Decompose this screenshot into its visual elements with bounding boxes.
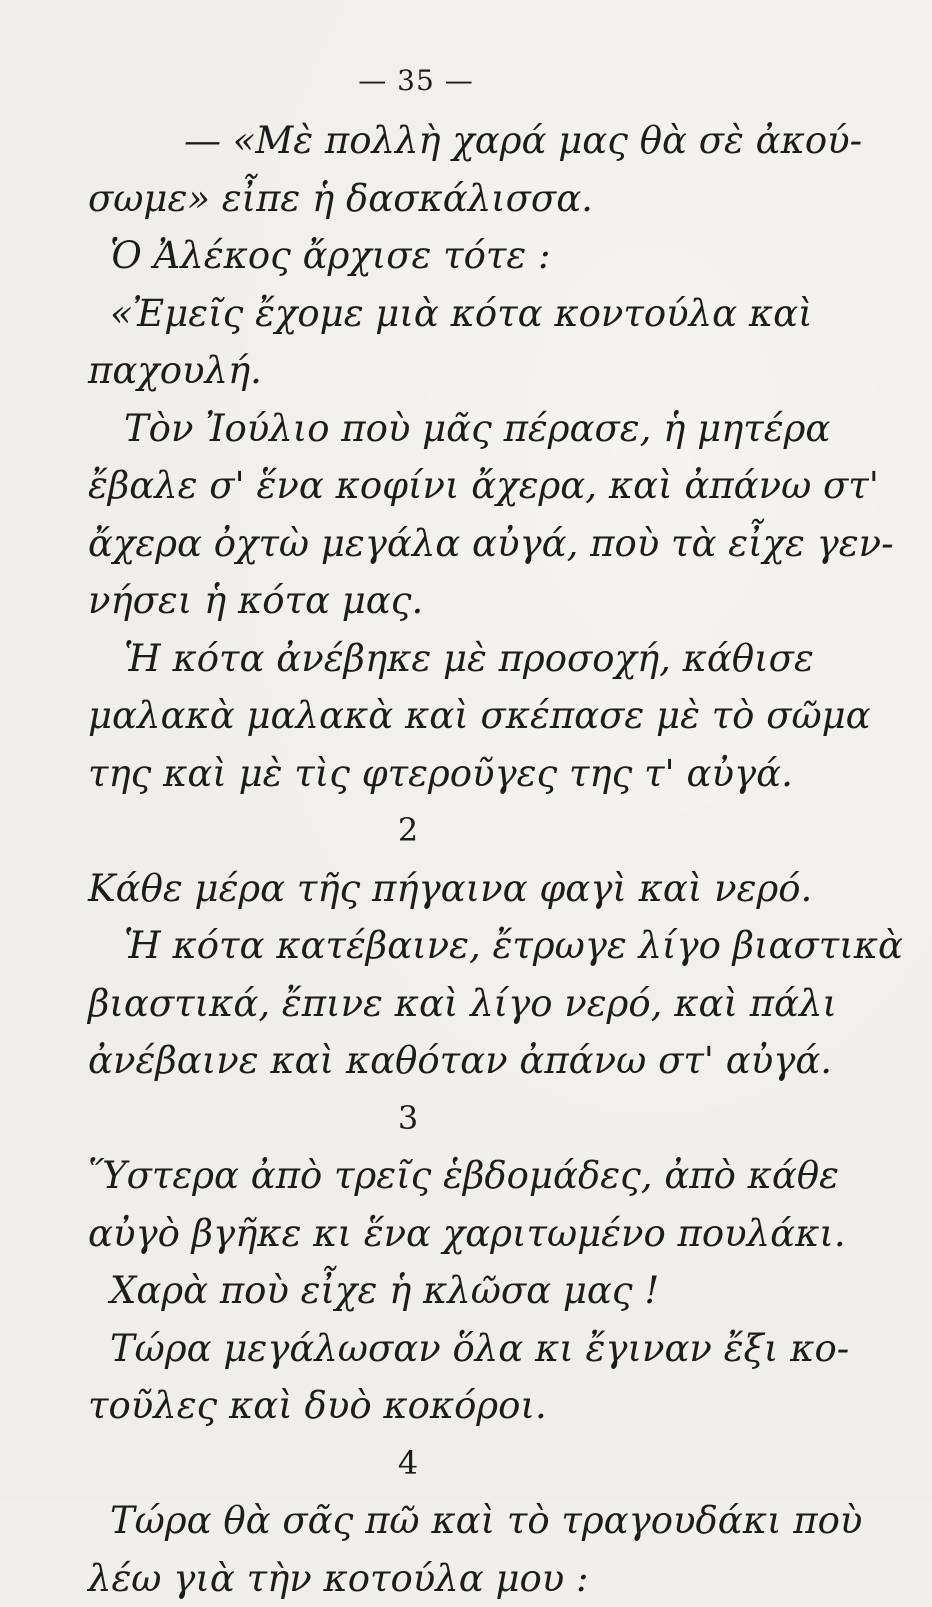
text-line: Ἡ κότα κατέβαινε, ἔτρωγε λίγο βιαστικὰ bbox=[88, 917, 768, 975]
text-line: Τὸν Ἰούλιο ποὺ μᾶς πέρασε, ἡ μητέρα bbox=[88, 400, 768, 458]
text-line: μαλακὰ μαλακὰ καὶ σκέπασε μὲ τὸ σῶμα bbox=[88, 687, 768, 745]
section-number-2: 2 bbox=[88, 802, 768, 860]
text-line: Τώρα θὰ σᾶς πῶ καὶ τὸ τραγουδάκι ποὺ bbox=[88, 1492, 768, 1550]
text-line: Ὕστερα ἀπὸ τρεῖς ἑβδομάδες, ἀπὸ κάθε bbox=[88, 1147, 768, 1205]
section-number-4: 4 bbox=[88, 1435, 768, 1493]
text-line: Ἡ κότα ἀνέβηκε μὲ προσοχή, κάθισε bbox=[88, 630, 768, 688]
section-number-3: 3 bbox=[88, 1090, 768, 1148]
text-line: ἄχερα ὀχτὼ μεγάλα αὐγά, ποὺ τὰ εἶχε γεν- bbox=[88, 515, 768, 573]
text-line: Κάθε μέρα τῆς πήγαινα φαγὶ καὶ νερό. bbox=[88, 860, 768, 918]
text-line: νήσει ἡ κότα μας. bbox=[88, 572, 768, 630]
text-line: παχουλή. bbox=[88, 342, 768, 400]
text-line: «Ἐμεῖς ἔχομε μιὰ κότα κοντούλα καὶ bbox=[88, 285, 768, 343]
text-line: αὐγὸ βγῆκε κι ἕνα χαριτωμένο πουλάκι. bbox=[88, 1205, 768, 1263]
text-line: Τώρα μεγάλωσαν ὅλα κι ἔγιναν ἔξι κο- bbox=[88, 1320, 768, 1378]
text-line: σωμε» εἶπε ἡ δασκάλισσα. bbox=[88, 170, 768, 228]
text-line: τοῦλες καὶ δυὸ κοκόροι. bbox=[88, 1377, 768, 1435]
text-line: βιαστικά, ἔπινε καὶ λίγο νερό, καὶ πάλι bbox=[88, 975, 768, 1033]
text-line: λέω γιὰ τὴν κοτούλα μου : bbox=[88, 1550, 768, 1607]
text-line: — «Μὲ πολλὴ χαρά μας θὰ σὲ ἀκού- bbox=[88, 112, 768, 170]
text-line: ἀνέβαινε καὶ καθόταν ἀπάνω στ' αὐγά. bbox=[88, 1032, 768, 1090]
page-text bbox=[88, 112, 768, 1607]
page-number: — 35 — bbox=[0, 64, 832, 97]
text-line: ἔβαλε σ' ἕνα κοφίνι ἄχερα, καὶ ἀπάνω στ' bbox=[88, 457, 768, 515]
text-line: της καὶ μὲ τὶς φτεροῦγες της τ' αὐγά. bbox=[88, 745, 768, 803]
text-line: Χαρὰ ποὺ εἶχε ἡ κλῶσα μας ! bbox=[88, 1262, 768, 1320]
text-line: Ὁ Ἀλέκος ἄρχισε τότε : bbox=[88, 227, 768, 285]
